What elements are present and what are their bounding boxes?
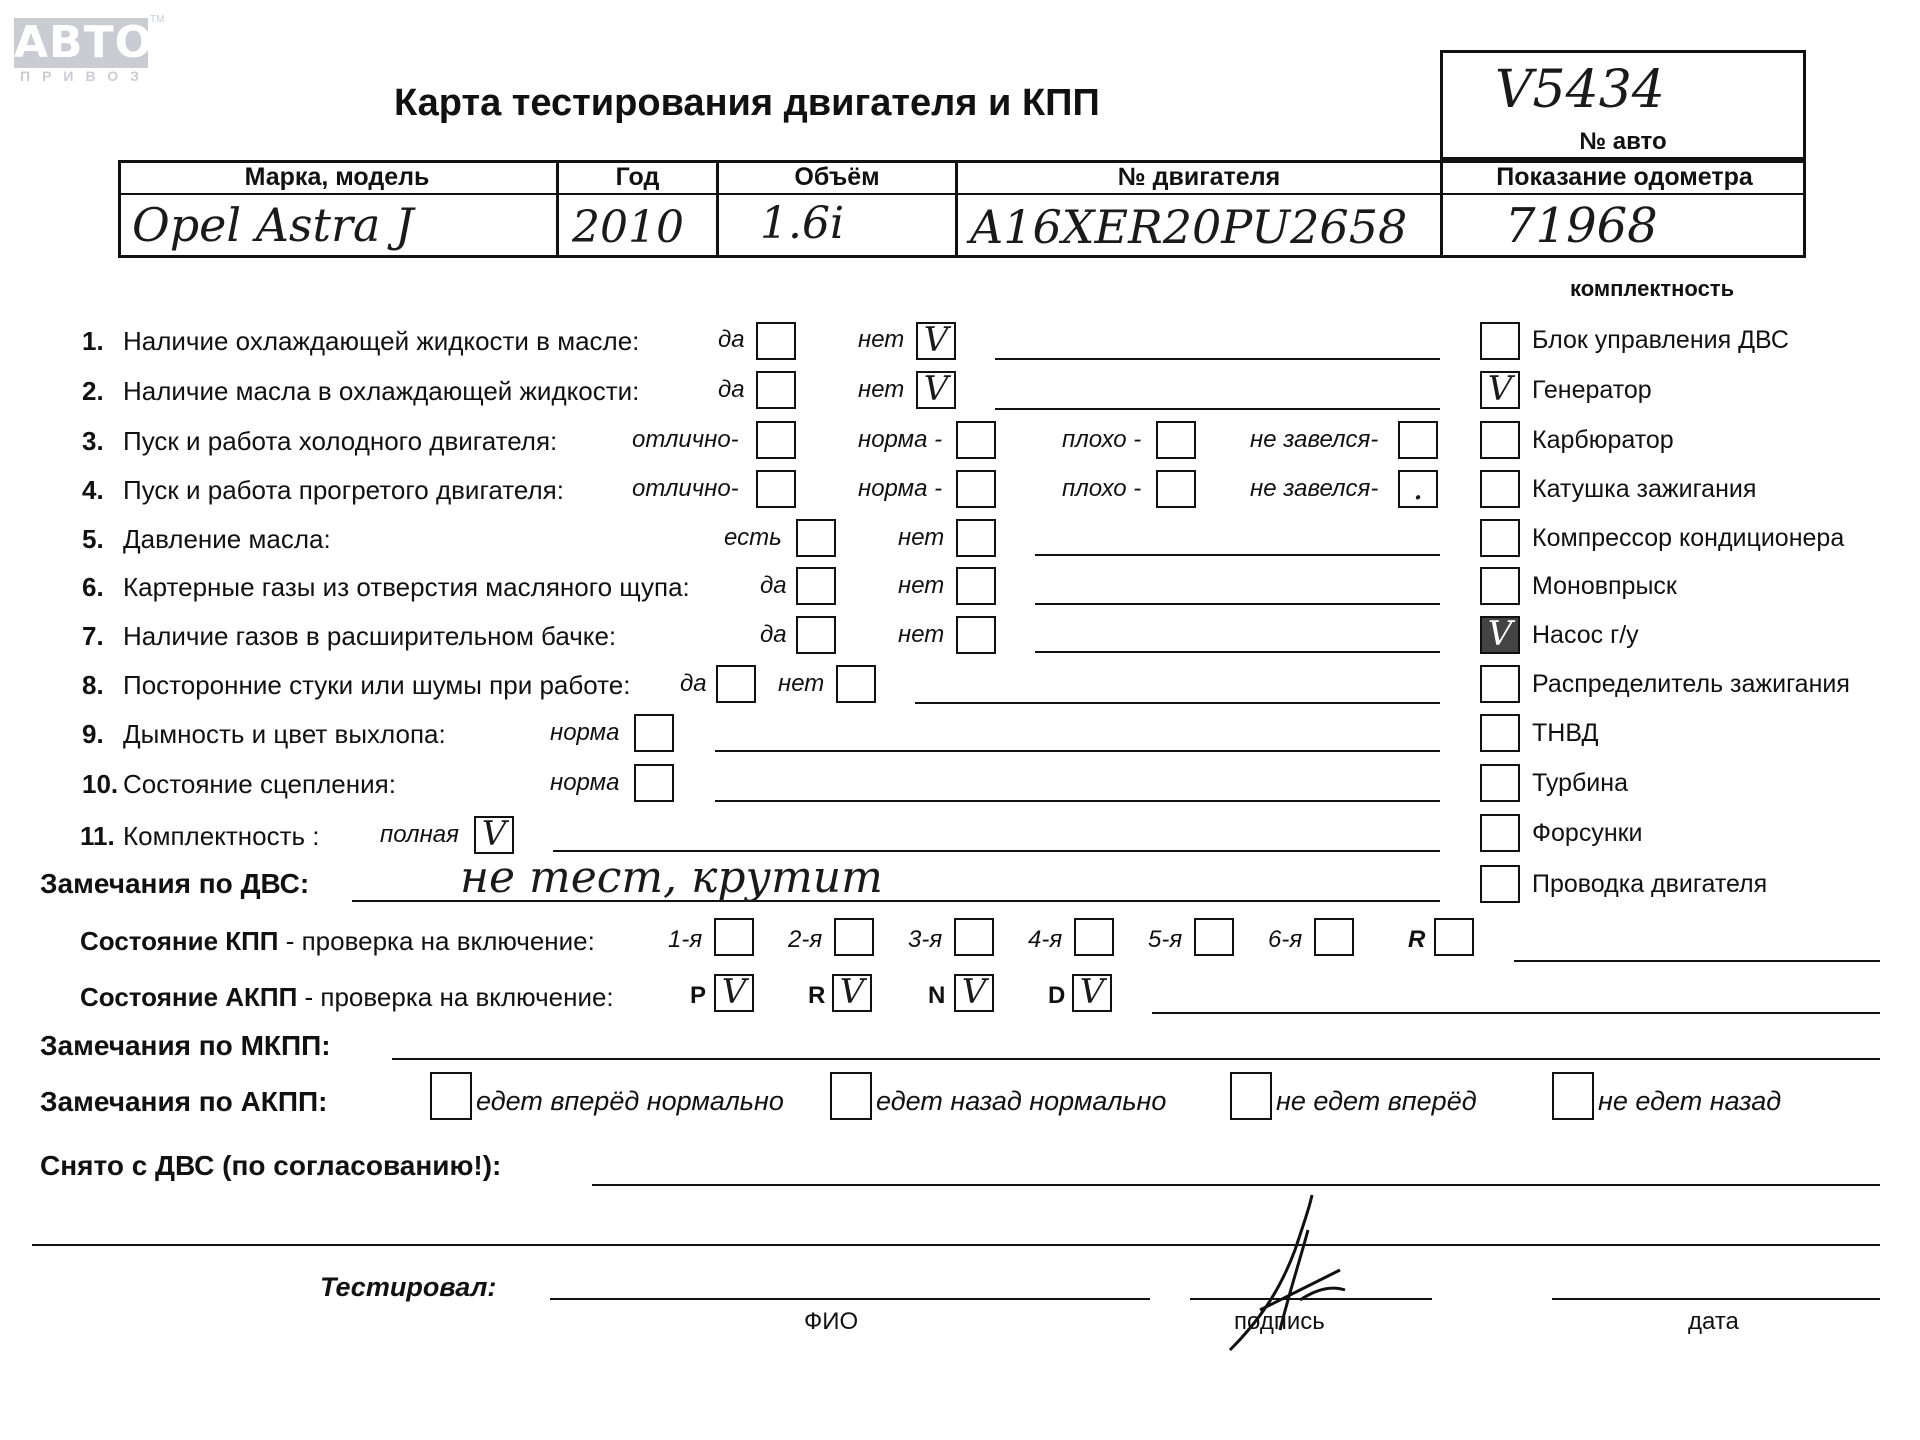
note-line (715, 800, 1440, 802)
logo: АВТО (14, 17, 154, 68)
auto-number-value: V5434 (1495, 60, 1665, 120)
signature-label: подпись (1234, 1308, 1325, 1335)
checkbox[interactable] (1156, 421, 1196, 459)
akpp-mode-label: D (1048, 982, 1066, 1009)
akpp-remark-option: едет назад нормально (876, 1086, 1167, 1116)
value-model: Opel Astra J (132, 198, 414, 252)
note-line (915, 702, 1440, 704)
value-volume: 1.6i (760, 198, 845, 249)
komplekt-checkbox[interactable] (1480, 519, 1520, 557)
gear-checkbox[interactable] (1314, 918, 1354, 956)
checkbox[interactable] (756, 322, 796, 360)
komplekt-label: Моновпрыск (1532, 572, 1677, 600)
akpp-remark-checkbox[interactable] (1230, 1072, 1272, 1120)
checkbox[interactable] (634, 764, 674, 802)
komplekt-checkbox[interactable] (1480, 714, 1520, 752)
komplekt-checkbox[interactable] (1480, 665, 1520, 703)
column-header-odometer: Показание одометра (1496, 163, 1753, 191)
option-label: плохо - (1062, 426, 1142, 453)
item-label: Состояние сцепления: (123, 769, 396, 799)
checkbox[interactable] (634, 714, 674, 752)
item-label: Пуск и работа прогретого двигателя: (123, 475, 564, 505)
page-title: Карта тестирования двигателя и КПП (394, 82, 1100, 124)
gear-label: 4-я (1028, 926, 1063, 953)
item-label: Наличие охлаждающей жидкости в масле: (123, 326, 640, 356)
kpp-label (80, 926, 595, 957)
note-line (1035, 554, 1440, 556)
option-label: отлично- (632, 426, 739, 453)
kpp-label-rest: - проверка на включение: (278, 926, 595, 956)
komplekt-label: Карбюратор (1532, 426, 1674, 454)
checkbox[interactable] (1156, 470, 1196, 508)
note-line (1035, 651, 1440, 653)
akpp-mode-label: N (928, 982, 946, 1009)
item-number: 7. (82, 621, 104, 651)
item-label: Дымность и цвет выхлопа: (123, 719, 446, 749)
option-label: да (760, 572, 787, 599)
option-label: нет (898, 572, 945, 599)
akpp-checkbox-checked[interactable]: V (714, 974, 754, 1012)
removed-line-2 (32, 1244, 1880, 1246)
removed-label: Снято с ДВС (по согласованию!): (40, 1150, 502, 1181)
checkbox[interactable] (1398, 421, 1438, 459)
akpp-checkbox-checked[interactable]: V (1072, 974, 1112, 1012)
option-label: нет (898, 524, 945, 551)
fio-label: ФИО (804, 1308, 859, 1335)
item-label: Давление масла: (123, 524, 331, 554)
akpp-remark-checkbox[interactable] (830, 1072, 872, 1120)
komplekt-checkbox-checked[interactable]: V (1480, 371, 1520, 409)
checkbox[interactable] (756, 470, 796, 508)
option-label: есть (724, 524, 782, 551)
value-year: 2010 (572, 202, 684, 253)
item-number: 6. (82, 572, 104, 602)
item-label: Наличие масла в охлаждающей жидкости: (123, 376, 640, 406)
gear-checkbox[interactable] (834, 918, 874, 956)
option-label: нет (858, 376, 905, 403)
note-line (715, 750, 1440, 752)
komplekt-label: Блок управления ДВС (1532, 326, 1789, 354)
remarks-mkpp-label: Замечания по МКПП: (40, 1030, 331, 1061)
tested-label: Тестировал: (320, 1272, 497, 1302)
checkbox[interactable] (716, 665, 756, 703)
checkbox-checked[interactable]: V (916, 371, 956, 409)
checkbox[interactable] (956, 421, 996, 459)
item-number: 8. (82, 670, 104, 700)
option-label: нет (858, 326, 905, 353)
komplekt-checkbox[interactable] (1480, 322, 1520, 360)
column-header-year: Год (615, 163, 660, 191)
komplekt-label: Генератор (1532, 376, 1652, 404)
item-label: Наличие газов в расширительном бачке: (123, 621, 617, 651)
komplekt-checkbox[interactable] (1480, 814, 1520, 852)
akpp-remark-option: не едет назад (1598, 1086, 1782, 1116)
auto-number-label: № авто (1579, 128, 1667, 155)
item-number: 9. (82, 719, 104, 749)
note-line (995, 358, 1440, 360)
komplekt-checkbox-checked[interactable]: V (1480, 616, 1520, 654)
gear-label: 6-я (1268, 926, 1303, 953)
column-header-engine-number: № двигателя (1117, 163, 1281, 191)
akpp-mode-label: R (808, 982, 826, 1009)
gear-label: 1-я (668, 926, 703, 953)
gear-checkbox[interactable] (1074, 918, 1114, 956)
komplekt-label: Компрессор кондиционера (1532, 524, 1845, 552)
item-number: 1. (82, 326, 104, 356)
gear-checkbox[interactable] (1194, 918, 1234, 956)
gear-label: 2-я (788, 926, 823, 953)
remarks-akpp-label: Замечания по АКПП: (40, 1086, 328, 1117)
option-label: норма (550, 769, 620, 796)
logo-trademark: TM (150, 14, 165, 25)
komplekt-label: Проводка двигателя (1532, 870, 1768, 898)
komplektnost-header: комплектность (1570, 276, 1735, 301)
date-label: дата (1688, 1308, 1739, 1335)
akpp-label (80, 982, 614, 1013)
option-label: плохо - (1062, 475, 1142, 502)
akpp-remark-checkbox[interactable] (430, 1072, 472, 1120)
akpp-remark-option: едет вперёд нормально (476, 1086, 784, 1116)
table-header-divider (118, 193, 1806, 195)
option-label: да (760, 621, 787, 648)
remarks-dvs-value: не тест, крутит (460, 852, 883, 903)
akpp-remark-option: не едет вперёд (1276, 1086, 1477, 1116)
item-label: Комплектность : (123, 821, 320, 851)
checkbox[interactable] (756, 371, 796, 409)
checkbox[interactable] (956, 567, 996, 605)
fio-line (550, 1298, 1150, 1300)
akpp-checkbox-checked[interactable]: V (954, 974, 994, 1012)
akpp-label-bold: Состояние АКПП (80, 982, 298, 1012)
checkbox[interactable] (796, 519, 836, 557)
komplekt-checkbox[interactable] (1480, 470, 1520, 508)
note-line (1035, 603, 1440, 605)
akpp-mode-label: P (690, 982, 707, 1009)
removed-line (592, 1184, 1880, 1186)
item-number: 2. (82, 376, 104, 406)
checkbox[interactable] (796, 616, 836, 654)
option-label: нет (898, 621, 945, 648)
column-header-model: Марка, модель (244, 163, 430, 191)
item-label: Пуск и работа холодного двигателя: (123, 426, 558, 456)
option-label: не завелся- (1250, 475, 1379, 502)
option-label: норма (550, 719, 620, 746)
kpp-note-line (1514, 960, 1880, 962)
item-number: 11. (80, 821, 115, 851)
akpp-checkbox-checked[interactable]: V (832, 974, 872, 1012)
checkbox[interactable] (756, 421, 796, 459)
option-label: да (718, 376, 745, 403)
option-label: нет (778, 670, 825, 697)
checkbox[interactable] (796, 567, 836, 605)
option-label: отлично- (632, 475, 739, 502)
checkbox[interactable] (836, 665, 876, 703)
komplekt-checkbox[interactable] (1480, 567, 1520, 605)
gear-checkbox[interactable] (714, 918, 754, 956)
item-label: Картерные газы из отверстия масляного щупа: (123, 572, 690, 602)
komplekt-checkbox[interactable] (1480, 865, 1520, 903)
komplekt-label: Распределитель зажигания (1532, 670, 1850, 698)
item-number: 4. (82, 475, 104, 505)
komplekt-label: Турбина (1532, 769, 1628, 797)
akpp-label-rest: - проверка на включение: (297, 982, 614, 1012)
signature-scribble-icon (1220, 1190, 1370, 1360)
akpp-note-line (1152, 1012, 1880, 1014)
remarks-dvs-label: Замечания по ДВС: (40, 868, 310, 899)
checkbox-checked[interactable]: V (916, 322, 956, 360)
gear-label: 5-я (1148, 926, 1183, 953)
option-label: не завелся- (1250, 426, 1379, 453)
gear-checkbox[interactable] (1434, 918, 1474, 956)
kpp-label-bold: Состояние КПП (80, 926, 279, 956)
checkbox[interactable]: . (1398, 470, 1438, 508)
value-odometer: 71968 (1505, 198, 1658, 254)
gear-label: R (1408, 926, 1426, 953)
checkbox[interactable] (956, 616, 996, 654)
value-engine-number: A16XER20PU2658 (970, 200, 1408, 254)
logo-subtitle: ПРИВОЗ (20, 68, 151, 84)
item-number: 3. (82, 426, 104, 456)
checkbox[interactable] (956, 470, 996, 508)
komplekt-label: Катушка зажигания (1532, 475, 1757, 503)
option-label: да (680, 670, 707, 697)
option-label: норма - (858, 426, 943, 453)
komplekt-checkbox[interactable] (1480, 421, 1520, 459)
item-label: Посторонние стуки или шумы при работе: (123, 670, 631, 700)
gear-checkbox[interactable] (954, 918, 994, 956)
checkbox-checked[interactable]: V (474, 816, 514, 854)
date-line (1552, 1298, 1880, 1300)
option-label: норма - (858, 475, 943, 502)
gear-label: 3-я (908, 926, 943, 953)
item-number: 10. (82, 769, 119, 799)
checkbox[interactable] (956, 519, 996, 557)
option-label: полная (380, 821, 459, 848)
column-header-volume: Объём (794, 163, 880, 191)
akpp-remark-checkbox[interactable] (1552, 1072, 1594, 1120)
note-line (995, 408, 1440, 410)
komplekt-label: Насос г/у (1532, 621, 1639, 649)
item-number: 5. (82, 524, 104, 554)
komplekt-checkbox[interactable] (1480, 764, 1520, 802)
remarks-mkpp-line (392, 1058, 1880, 1060)
komplekt-label: ТНВД (1532, 719, 1599, 747)
option-label: да (718, 326, 745, 353)
komplekt-label: Форсунки (1532, 819, 1643, 847)
